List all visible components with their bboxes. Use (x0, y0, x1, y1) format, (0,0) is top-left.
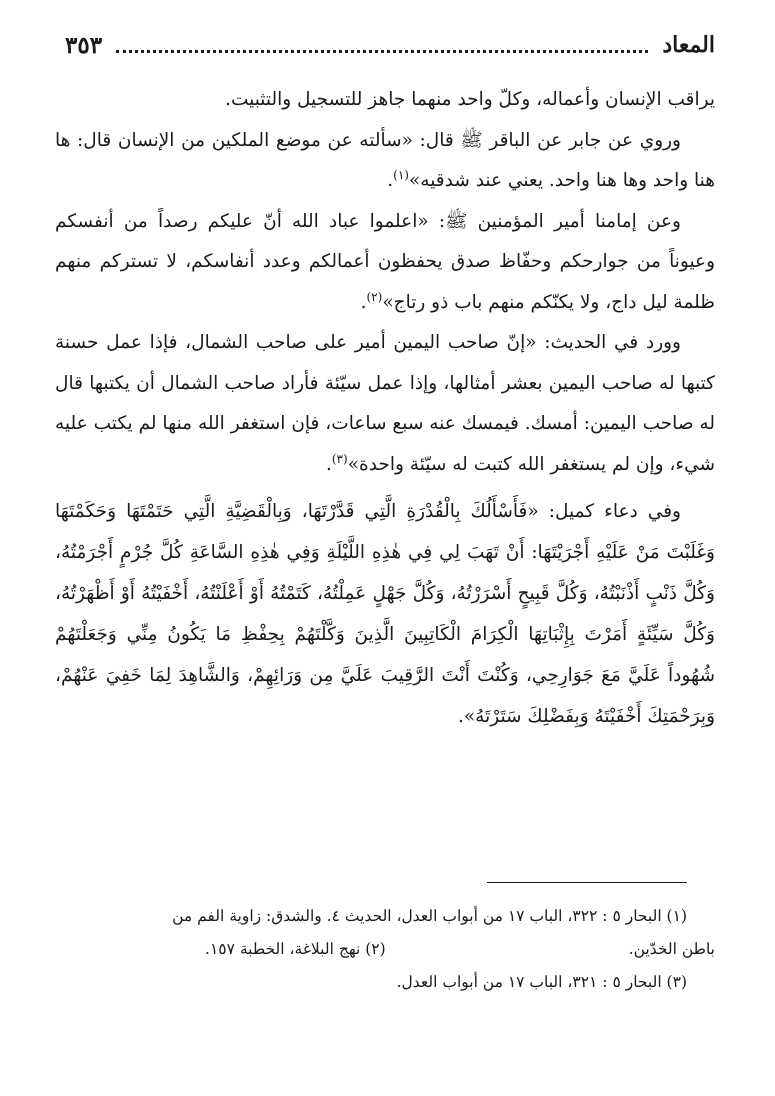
paragraph: وعن إمامنا أمير المؤمنين ﷺ: «اعلموا عباد الله أنّ عليكم رصداً من أنفسكم وعيوناً من جوارحكم وحفّاظ صدق يحفظون أعمالكم وعدد أنفاسكم، لا تستركم منهم ظلمة ليل داج، ولا يكنّكم منهم باب ذو رتاج»$^{(٢)}$. (55, 210, 715, 313)
paragraph-text: وورد في الحديث: «إنّ صاحب اليمين أمير على صاحب الشمال، فإذا عمل حسنة كتبها له صاحب اليمين بعشر أمثالها، وإذا عمل سيّئة فأراد صاحب الشمال أن يكتبها قال له صاحب اليمين: أمسك. فيمسك عنه سبع ساعات، فإن استغفر الله منها لم يكتب عليه شيء، وإن لم يستغفر الله كتبت له سيّئة واحدة» (55, 332, 715, 475)
footnote-ref: (١) (393, 167, 409, 182)
dua-paragraph (55, 491, 715, 737)
paragraph-text: وفي دعاء كميل: «فَأَسْأَلُكَ بِالْقُدْرَةِ الَّتِي قَدَّرْتَهَا، وَبِالْقَضِيَّةِ الَّتِي حَتَمْتَهَا وَحَكَمْتَهَا وَغَلَبْتَ مَنْ عَلَيْهِ أَجْرَيْتَهَا: أَنْ تَهَبَ لِي فِي هٰذِهِ اللَّيْلَةِ وَفِي هٰذِهِ السَّاعَةِ كُلَّ جُرْمٍ أَجْرَمْتُهُ، وَكُلَّ ذَنْبٍ أَذْنَبْتُهُ، وَكُلَّ قَبِيحٍ أَسْرَرْتُهُ، وَكُلَّ جَهْلٍ عَمِلْتُهُ، كَتَمْتُهُ أَوْ أَعْلَنْتُهُ، أَخْفَيْتُهُ أَوْ أَظْهَرْتُهُ، وَكُلَّ سَيِّئَةٍ أَمَرْتَ بِإِثْبَاتِهَا الْكِرَامَ الْكَاتِبِينَ الَّذِينَ وَكَّلْتَهُمْ بِحِفْظِ مَا يَكُونُ مِنِّي وَجَعَلْتَهُمْ شُهُوداً عَلَيَّ مَعَ جَوَارِحِي، وَكُنْتَ أَنْتَ الرَّقِيبَ عَلَيَّ مِن وَرَائِهِمْ، وَالشَّاهِدَ لِمَا خَفِيَ عَنْهُمْ، وَبِرَحْمَتِكَ أَخْفَيْتَهُ وَبِفَضْلِكَ سَتَرْتَهُ». (55, 501, 715, 727)
footnote-1: (١) البحار ٥ : ٣٢٢، الباب ١٧ من أبواب العدل، الحديث ٤. والشدق: زاوية الفم من (172, 907, 687, 925)
paragraph-text: وعن إمامنا أمير المؤمنين ﷺ: «اعلموا عباد الله أنّ عليكم رصداً من أنفسكم وعيوناً من جوارحكم وحفّاظ صدق يحفظون أعمالكم وعدد أنفاسكم، لا تستركم منهم ظلمة ليل داج، ولا يكنّكم منهم باب ذو رتاج» (55, 210, 715, 313)
footnote-3: (٣) البحار ٥ : ٣٢١، الباب ١٧ من أبواب العدل. (396, 973, 687, 991)
footnote-ref: (٢) (366, 289, 383, 304)
paragraph-text: وروي عن جابر عن الباقر ﷺ قال: «سألته عن موضع الملكين من الإنسان قال: ها هنا واحد وها هنا واحد. يعني عند شدقيه» (55, 129, 715, 191)
paragraph: وورد في الحديث: «إنّ صاحب اليمين أمير على صاحب الشمال، فإذا عمل حسنة كتبها له صاحب اليمين بعشر أمثالها، وإذا عمل سيّئة فأراد صاحب الشمال أن يكتبها قال له صاحب اليمين: أمسك. فيمسك عنه سبع ساعات، فإن استغفر الله منها لم يكتب عليه شيء، وإن لم يستغفر الله كتبت له سيّئة واحدة»$^{(٣)}$. (55, 332, 715, 475)
footnote-ref: (٣) (331, 451, 348, 466)
footnote-separator (487, 882, 687, 883)
main-text (55, 80, 715, 737)
paragraph: وروي عن جابر عن الباقر ﷺ قال: «سألته عن موضع الملكين من الإنسان قال: ها هنا واحد وها هنا واحد. يعني عند شدقيه»$^{(١)}$. (55, 129, 715, 191)
page-number: ٣٥٣ (65, 31, 103, 59)
header-leader-dots (116, 50, 648, 53)
chapter-title: المعاد (662, 32, 715, 58)
page-header (65, 28, 715, 62)
footnote-2: (٢) نهج البلاغة، الخطبة ١٥٧. (205, 940, 386, 958)
paragraph (55, 80, 715, 121)
footnote-1-cont: باطن الخدّين. (628, 940, 715, 958)
footnotes (55, 900, 715, 999)
footnote-line (55, 933, 715, 966)
paragraph-text: يراقب الإنسان وأعماله، وكلّ واحد منهما جاهز للتسجيل والتثبيت. (225, 89, 715, 110)
